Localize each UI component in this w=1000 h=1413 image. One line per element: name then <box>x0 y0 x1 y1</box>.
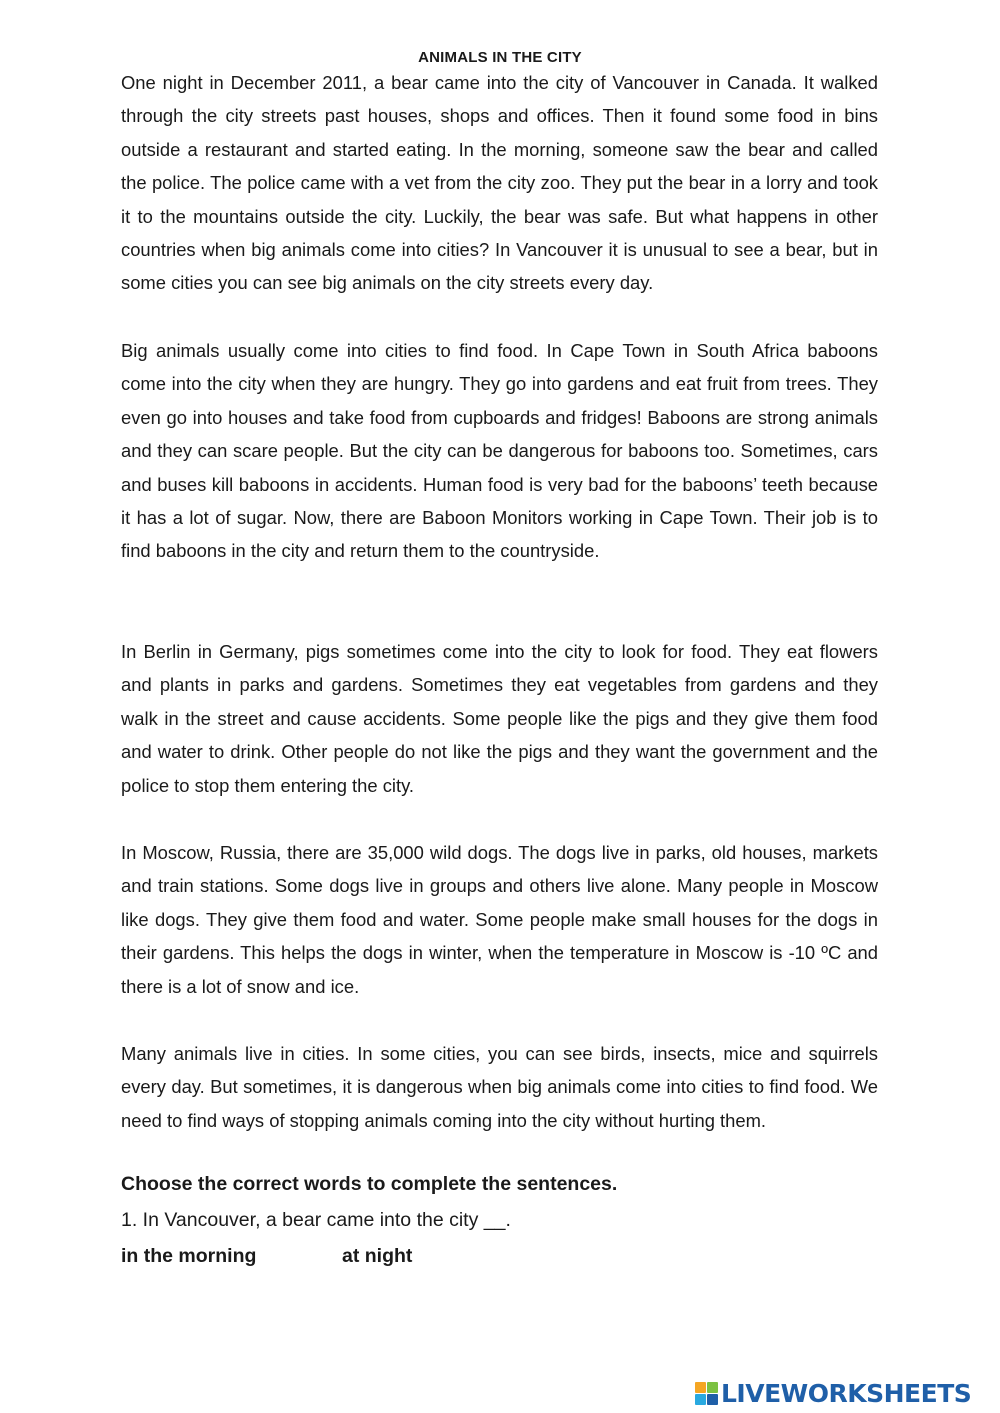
question-1: 1. In Vancouver, a bear came into the city __. <box>121 1209 511 1231</box>
exercise-instruction: Choose the correct words to complete the sentences. <box>121 1173 618 1195</box>
answer-option-in-the-morning[interactable]: in the morning <box>121 1245 257 1267</box>
paragraph-moscow: In Moscow, Russia, there are 35,000 wild dogs. The dogs live in parks, old houses, markets and train stations. Some dogs live in groups and others live alone. Many people in Moscow like dogs. They give them food and water. Some people make small houses for the dogs in their gardens. This helps the dogs in winter, when the temperature in Moscow is -10 ºC and there is a lot of snow and ice. <box>121 842 878 997</box>
logo-square-icon <box>695 1382 706 1393</box>
logo-square-icon <box>707 1382 718 1393</box>
paragraph-conclusion: Many animals live in cities. In some cities, you can see birds, insects, mice and squirrels every day. But sometimes, it is dangerous when big animals come into cities to find food. We need to find ways of stopping animals coming into the city without hurting them. <box>121 1043 878 1131</box>
paragraph-vancouver: One night in December 2011, a bear came into the city of Vancouver in Canada. It walked through the city streets past houses, shops and offices. Then it found some food in bins outside a restaurant and started eating. In the morning, someone saw the bear and called the police. The police came with a vet from the city zoo. They put the bear in a lorry and took it to the mountains outside the city. Luckily, the bear was safe. But what happens in other countries when big animals come into cities? In Vancouver it is unusual to see a bear, but in some cities you can see big animals on the city streets every day. <box>121 72 878 294</box>
paragraph-berlin: In Berlin in Germany, pigs sometimes come into the city to look for food. They eat flowers and plants in parks and gardens. Sometimes they eat vegetables from gardens and they walk in the street and cause accidents. Some people like the pigs and they give them food and water to drink. Other people do not like the pigs and they want the government and the police to stop them entering the city. <box>121 641 878 796</box>
paragraph-cape-town: Big animals usually come into cities to find food. In Cape Town in South Africa baboons come into the city when they are hungry. They go into gardens and eat fruit from trees. They even go into houses and take food from cupboards and fridges! Baboons are strong animals and they can scare people. But the city can be dangerous for baboons too. Sometimes, cars and buses kill baboons in accidents. Human food is very bad for the baboons’ teeth because it has a lot of sugar. Now, there are Baboon Monitors working in Cape Town. Their job is to find baboons in the city and return them to the countryside. <box>121 340 878 562</box>
logo-square-icon <box>707 1394 718 1405</box>
liveworksheets-logo <box>695 1378 971 1408</box>
worksheet-title: ANIMALS IN THE CITY <box>418 49 582 66</box>
logo-square-icon <box>695 1394 706 1405</box>
liveworksheets-logo-icon <box>695 1382 718 1405</box>
liveworksheets-logo-text: LIVEWORKSHEETS <box>721 1378 972 1408</box>
answer-option-at-night[interactable]: at night <box>342 1245 413 1267</box>
